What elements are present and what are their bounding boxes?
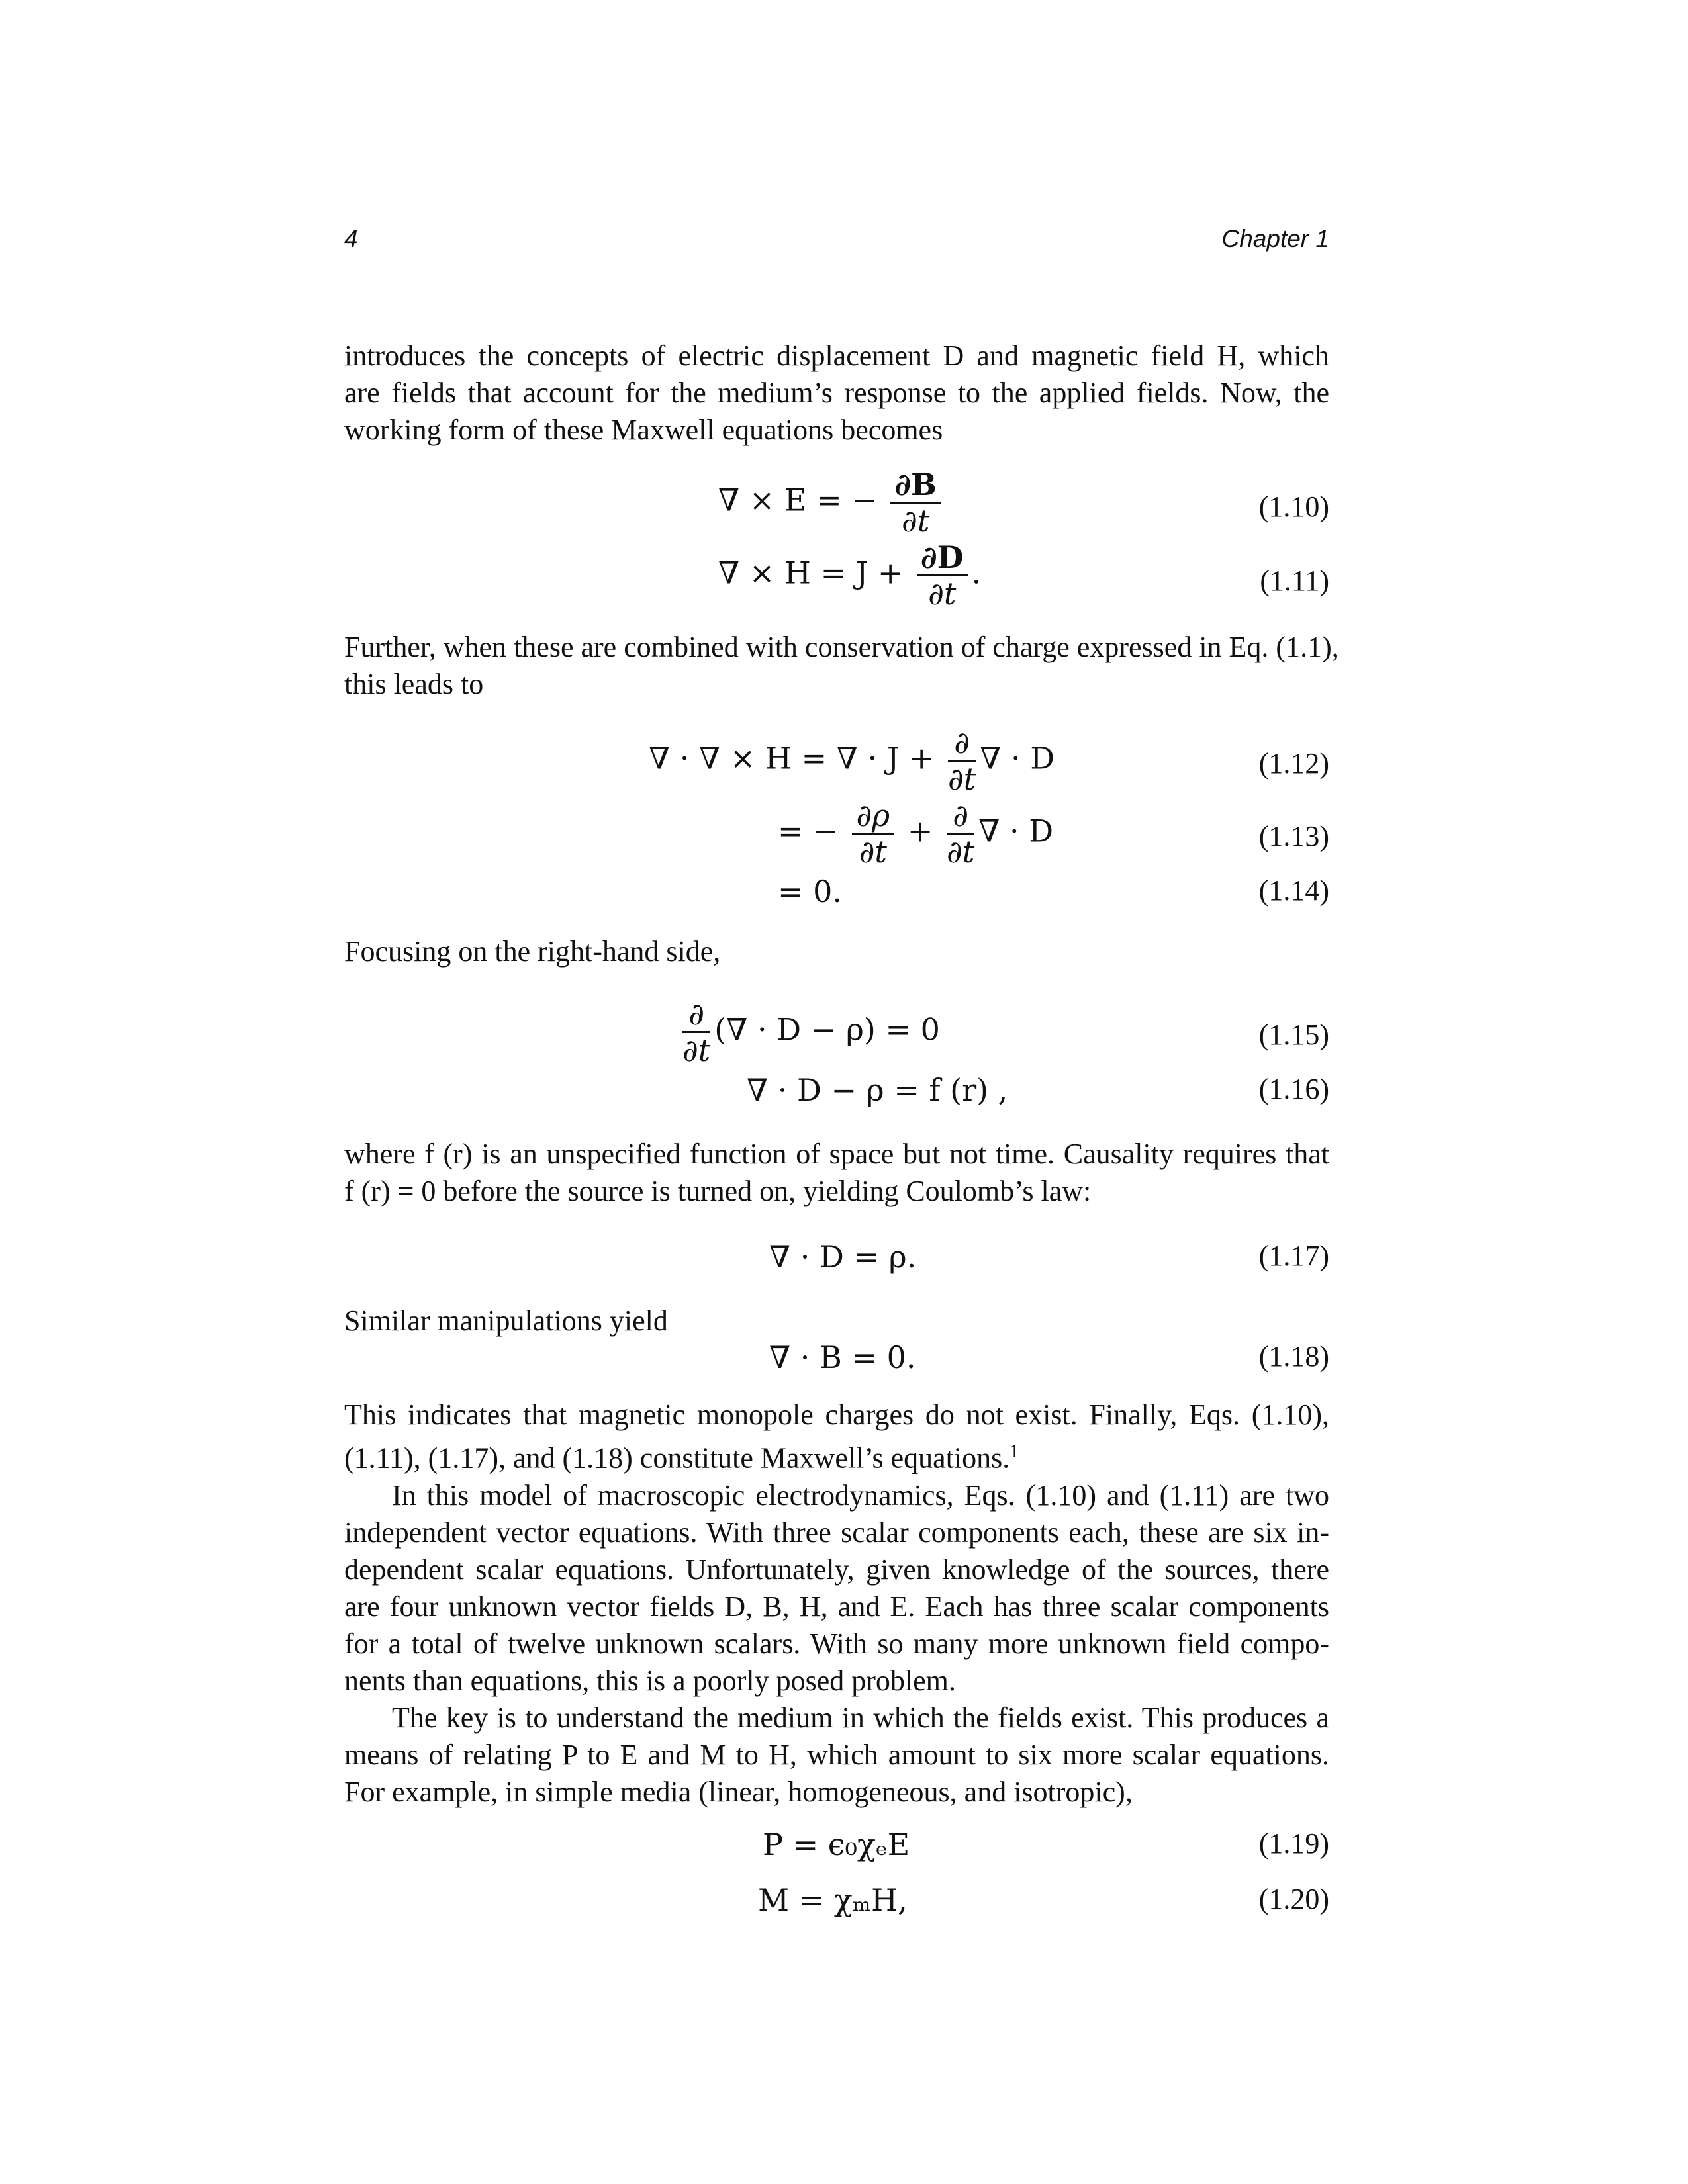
text-run: (1.11), (1.17), and (1.18) constitute Maxwell’s equations.: [344, 1441, 1010, 1475]
eq-text: M = χₘH,: [758, 1882, 908, 1918]
equation-1-19: [344, 1827, 1329, 1880]
eq-lhs: ∇ · ∇ × H = ∇ · J +: [649, 740, 935, 776]
eq-tail: ∇ · D: [980, 740, 1055, 776]
equation-1-18: [344, 1340, 1329, 1392]
eq-den: ∂t: [948, 761, 976, 797]
eq-num: ∂B: [890, 467, 940, 504]
equation-1-13: [344, 797, 1329, 870]
eq-den: ∂t: [928, 576, 957, 612]
text-line: this leads to: [344, 668, 484, 700]
eq-den: ∂t: [902, 503, 930, 539]
text-line: For example, in simple media (linear, homogeneous, and isotropic),: [344, 1775, 1133, 1808]
text-line: f (r) = 0 before the source is turned on, yielding Coulomb’s law:: [344, 1175, 1092, 1207]
equation-1-17: [344, 1239, 1329, 1292]
eq-lhs: = −: [778, 813, 839, 849]
eq-tail: (∇ · D − ρ) = 0: [714, 1011, 940, 1048]
equation-1-12: [344, 725, 1329, 797]
equation-number: (1.10): [1258, 490, 1329, 523]
text-line: where f (r) is an unspecified function of space but not time. Causality requires that: [344, 1138, 1329, 1170]
equation-number: (1.17): [1258, 1240, 1329, 1272]
eq-lhs: ∇ × H = J +: [718, 555, 904, 591]
eq-text: ∇ · D − ρ = f (r) ,: [747, 1072, 1008, 1108]
text-line: In this model of macroscopic electrodynamics, Eqs. (1.10) and (1.11) are two: [392, 1479, 1329, 1512]
page-number: 4: [344, 225, 358, 252]
text-line: Further, when these are combined with conservation of charge expressed in Eq. (1.1),: [344, 631, 1339, 663]
text-line: The key is to understand the medium in which the fields exist. This produces a: [392, 1701, 1329, 1734]
equation-1-14: [344, 874, 1329, 927]
text-line: introduces the concepts of electric displacement D and magnetic field H, which: [344, 340, 1329, 372]
eq-text: ∇ · B = 0.: [769, 1340, 916, 1375]
eq-tail: .: [971, 555, 982, 591]
text-line: This indicates that magnetic monopole charges do not exist. Finally, Eqs. (1.10),: [344, 1398, 1329, 1431]
equation-1-15: [344, 996, 1329, 1068]
text-line: working form of these Maxwell equations becomes: [344, 414, 943, 446]
equation-number: (1.19): [1258, 1827, 1329, 1860]
equation-number: (1.13): [1258, 820, 1329, 852]
text-line: independent vector equations. With three scalar components each, these are six in-: [344, 1516, 1329, 1549]
text-line: dependent scalar equations. Unfortunately, given knowledge of the sources, there: [344, 1553, 1329, 1586]
eq-num: ∂: [947, 798, 974, 835]
text-line: Similar manipulations yield: [344, 1304, 668, 1337]
equation-number: (1.11): [1260, 565, 1329, 597]
paragraph-focusing: [344, 933, 1329, 970]
equation-number: (1.14): [1258, 874, 1329, 907]
text-line: are four unknown vector fields D, B, H, and E. Each has three scalar components: [344, 1590, 1329, 1623]
eq-lhs: ∇ × E = −: [718, 482, 877, 518]
text-line: means of relating P to E and M to H, which amount to six more scalar equations.: [344, 1738, 1329, 1771]
equation-number: (1.16): [1258, 1073, 1329, 1105]
paragraph-monopole: [344, 1396, 1329, 1811]
text-line: [344, 1433, 1329, 1477]
eq-text: = 0.: [778, 874, 843, 909]
running-header: [344, 225, 1329, 265]
text-line: are fields that account for the medium’s response to the applied fields. Now, the: [344, 377, 1329, 409]
equation-1-10: [344, 467, 1329, 539]
chapter-label: Chapter 1: [1221, 225, 1329, 252]
eq-tail: ∇ · D: [978, 813, 1054, 849]
equation-number: (1.12): [1258, 747, 1329, 780]
paragraph-further: [344, 629, 1339, 703]
eq-text: P = ϵ₀χₑE: [763, 1827, 910, 1862]
equation-1-20: [344, 1882, 1329, 1935]
eq-num: ∂D: [917, 540, 967, 576]
equation-number: (1.18): [1258, 1340, 1329, 1373]
paragraph-similar: [344, 1302, 1329, 1340]
eq-den: ∂t: [859, 834, 887, 870]
text-line: nents than equations, this is a poorly posed problem.: [344, 1664, 956, 1697]
paragraph-where: [344, 1136, 1329, 1210]
equation-number: (1.20): [1258, 1883, 1329, 1915]
eq-num: ∂: [682, 997, 710, 1033]
text-line: for a total of twelve unknown scalars. With so many more unknown field compo-: [344, 1627, 1329, 1660]
text-line: Focusing on the right-hand side,: [344, 935, 721, 968]
equation-1-11: [344, 539, 1329, 612]
equation-number: (1.15): [1258, 1019, 1329, 1051]
equation-1-16: [344, 1072, 1329, 1125]
eq-text: ∇ · D = ρ.: [769, 1239, 917, 1275]
eq-num: ∂: [948, 725, 976, 762]
eq-plus: +: [907, 813, 933, 849]
eq-den: ∂t: [946, 834, 975, 870]
eq-den: ∂t: [682, 1032, 711, 1068]
footnote-mark: 1: [1009, 1441, 1019, 1462]
eq-num: ∂ρ: [852, 798, 894, 835]
paragraph-intro: [344, 338, 1329, 449]
